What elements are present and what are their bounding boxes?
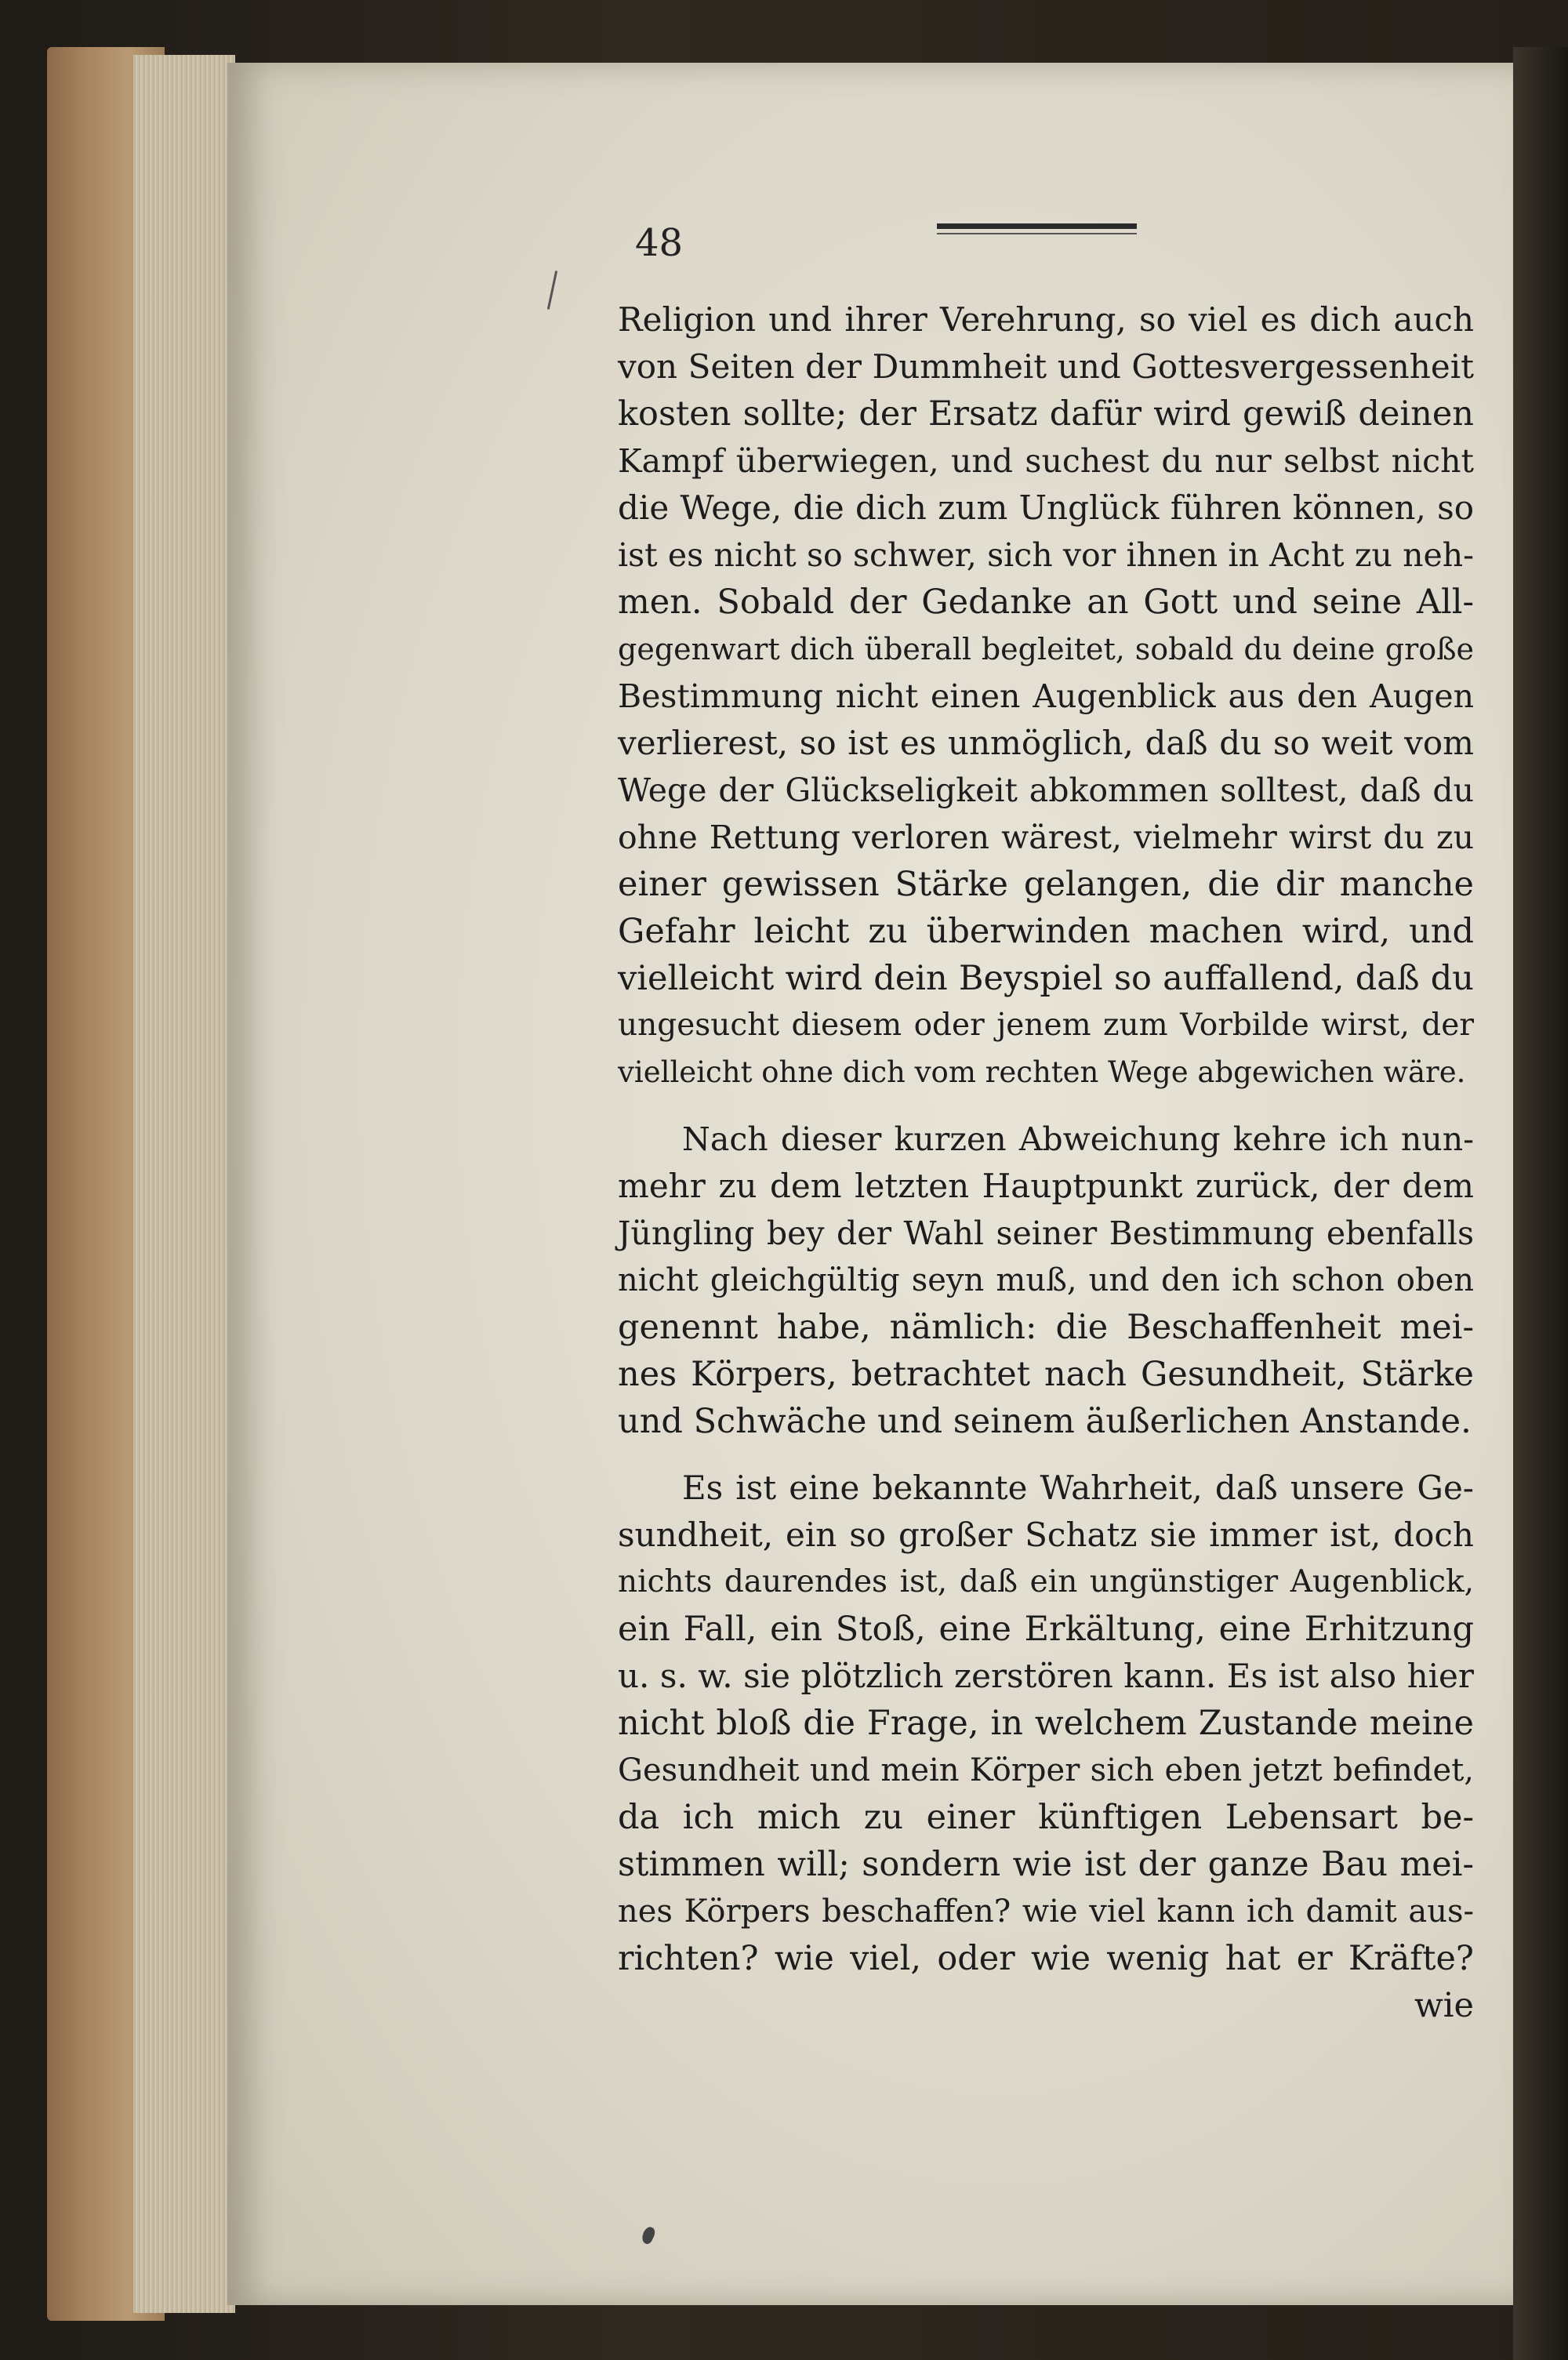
text-line: vielleicht ohne dich vom rechten Wege abgewichen wäre.	[618, 1055, 1466, 1089]
text-line: Es ist eine bekannte Wahrheit, daß unsere Ge-	[682, 1469, 1474, 1507]
text-line: einer gewissen Stärke gelangen, die dir manche	[618, 865, 1474, 904]
text-line: nicht gleichgültig seyn muß, und den ich schon oben	[618, 1262, 1474, 1298]
text-line: nes Körpers, betrachtet nach Gesundheit, Stärke	[618, 1355, 1474, 1394]
text-line: nicht bloß die Frage, in welchem Zustande meine	[618, 1704, 1474, 1743]
text-line: mehr zu dem letzten Hauptpunkt zurück, der dem	[618, 1167, 1474, 1205]
page-number: 48	[635, 221, 684, 265]
text-line: Bestimmung nicht einen Augenblick aus den Augen	[618, 677, 1474, 715]
text-line: gegenwart dich überall begleitet, sobald du deine große	[618, 632, 1474, 666]
text-line: richten? wie viel, oder wie wenig hat er Kräfte?	[618, 1939, 1474, 1978]
paragraph-2	[618, 1116, 1474, 1445]
text-line: ein Fall, ein Stoß, eine Erkältung, eine Erhitzung	[618, 1610, 1474, 1649]
header-rule	[937, 223, 1137, 229]
text-line: verlierest, so ist es unmöglich, daß du so weit vom	[618, 724, 1474, 762]
text-line: sundheit, ein so großer Schatz sie immer ist, doch	[618, 1516, 1474, 1554]
text-line: kosten sollte; der Ersatz dafür wird gewiß deinen	[618, 394, 1474, 434]
text-line: nichts daurendes ist, daß ein ungünstiger Augenblick,	[618, 1564, 1474, 1599]
text-line: genennt habe, nämlich: die Beschaffenheit mei-	[618, 1308, 1474, 1347]
text-line: Religion und ihrer Verehrung, so viel es dich auch	[618, 300, 1474, 339]
text-line: da ich mich zu einer künftigen Lebensart be-	[618, 1798, 1474, 1837]
facing-page-shadow	[1513, 47, 1568, 2360]
paragraph-1	[618, 296, 1474, 1096]
body-text	[618, 296, 1474, 2029]
text-line: Gefahr leicht zu überwinden machen wird, und	[618, 912, 1474, 951]
text-line: men. Sobald der Gedanke an Gott und seine All-	[618, 583, 1474, 622]
text-line: nes Körpers beschaffen? wie viel kann ich damit aus-	[618, 1893, 1474, 1930]
text-line: ist es nicht so schwer, sich vor ihnen in Acht zu neh-	[618, 536, 1474, 574]
text-line: Nach dieser kurzen Abweichung kehre ich nun-	[682, 1120, 1474, 1158]
text-line: Gesundheit und mein Körper sich eben jetzt befindet,	[618, 1752, 1474, 1788]
catchword: wie	[1414, 1986, 1474, 2025]
text-line: vielleicht wird dein Beyspiel so auffallend, daß du	[618, 959, 1474, 998]
text-line: die Wege, die dich zum Unglück führen können, so	[618, 488, 1474, 527]
text-line: Jüngling bey der Wahl seiner Bestimmung ebenfalls	[618, 1214, 1474, 1252]
text-line: Wege der Glückseligkeit abkommen solltest, daß du	[618, 772, 1474, 809]
text-line: von Seiten der Dummheit und Gottesvergessenheit	[618, 347, 1474, 386]
paragraph-3	[618, 1465, 1474, 1982]
text-line: u. s. w. sie plötzlich zerstören kann. Es ist also hier	[618, 1657, 1474, 1695]
text-line: ungesucht diesem oder jenem zum Vorbilde wirst, der	[618, 1008, 1474, 1043]
text-line: Kampf überwiegen, und suchest du nur selbst nicht	[618, 442, 1474, 480]
text-line: stimmen will; sondern wie ist der ganze Bau mei-	[618, 1845, 1474, 1884]
text-line: und Schwäche und seinem äußerlichen Anstande.	[618, 1402, 1472, 1441]
text-line: ohne Rettung verloren wärest, vielmehr wirst du zu	[618, 819, 1474, 856]
page-stack-edges	[133, 55, 235, 2313]
